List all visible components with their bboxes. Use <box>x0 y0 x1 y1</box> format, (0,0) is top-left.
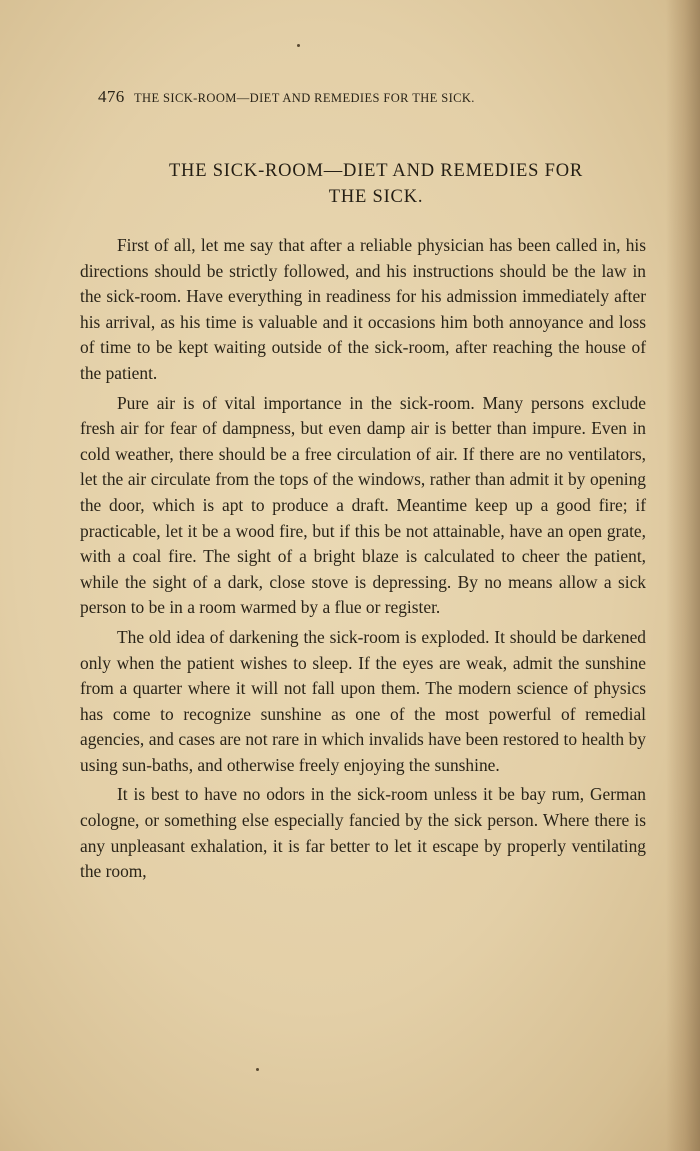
page-number: 476 <box>98 87 125 106</box>
paragraph-4: It is best to have no odors in the sick-room unless it be bay rum, German cologne, or something else especially fancied by the sick person. Where there is any unpleasant exhalation, it is far better to let it escape by properly ventilating the room, <box>80 784 646 882</box>
paragraph-1: First of all, let me say that after a reliable physician has been called in, his directions should be strictly followed, and his instructions should be the law in the sick-room. Have everything in readiness for his admission immediately after his arrival, as his time is valuable and it occasions him both annoyance and loss of time to be kept waiting outside of the sick-room, after reaching the house of the patient. <box>80 235 646 383</box>
body-text <box>80 233 646 889</box>
chapter-title-line-1: THE SICK-ROOM—DIET AND REMEDIES FOR <box>168 161 584 181</box>
page-edge-shadow <box>666 0 700 1151</box>
chapter-title <box>96 158 656 210</box>
paragraph-3: The old idea of darkening the sick-room is exploded. It should be darkened only when the patient wishes to sleep. If the eyes are weak, admit the sunshine from a quarter where it will not fall upon them. The modern science of physics has come to recognize sunshine as one of the most powerful of remedial agencies, and cases are not rare in which invalids have been restored to health by using sun-baths, and otherwise freely enjoying the sunshine. <box>80 626 646 775</box>
chapter-title-line-2: THE SICK. <box>328 187 424 207</box>
speck-mark <box>297 44 300 47</box>
speck-mark <box>256 1068 259 1071</box>
running-title: THE SICK-ROOM—DIET AND REMEDIES FOR THE SICK. <box>134 91 475 105</box>
paragraph-2: Pure air is of vital importance in the sick-room. Many persons exclude fresh air for fear of dampness, but even damp air is better than impure. Even in cold weather, there should be a free circulation of air. If there are no ventilators, let the air circulate from the tops of the windows, rather than admit it by opening the door, which is apt to produce a draft. Meantime keep up a good fire; if practicable, let it be a wood fire, but if this be not attainable, have an open grate, with a coal fire. The sight of a bright blaze is calculated to cheer the patient, while the sight of a dark, close stove is depressing. By no means allow a sick person to be in a room warmed by a flue or register. <box>80 392 646 618</box>
running-header <box>98 87 618 107</box>
